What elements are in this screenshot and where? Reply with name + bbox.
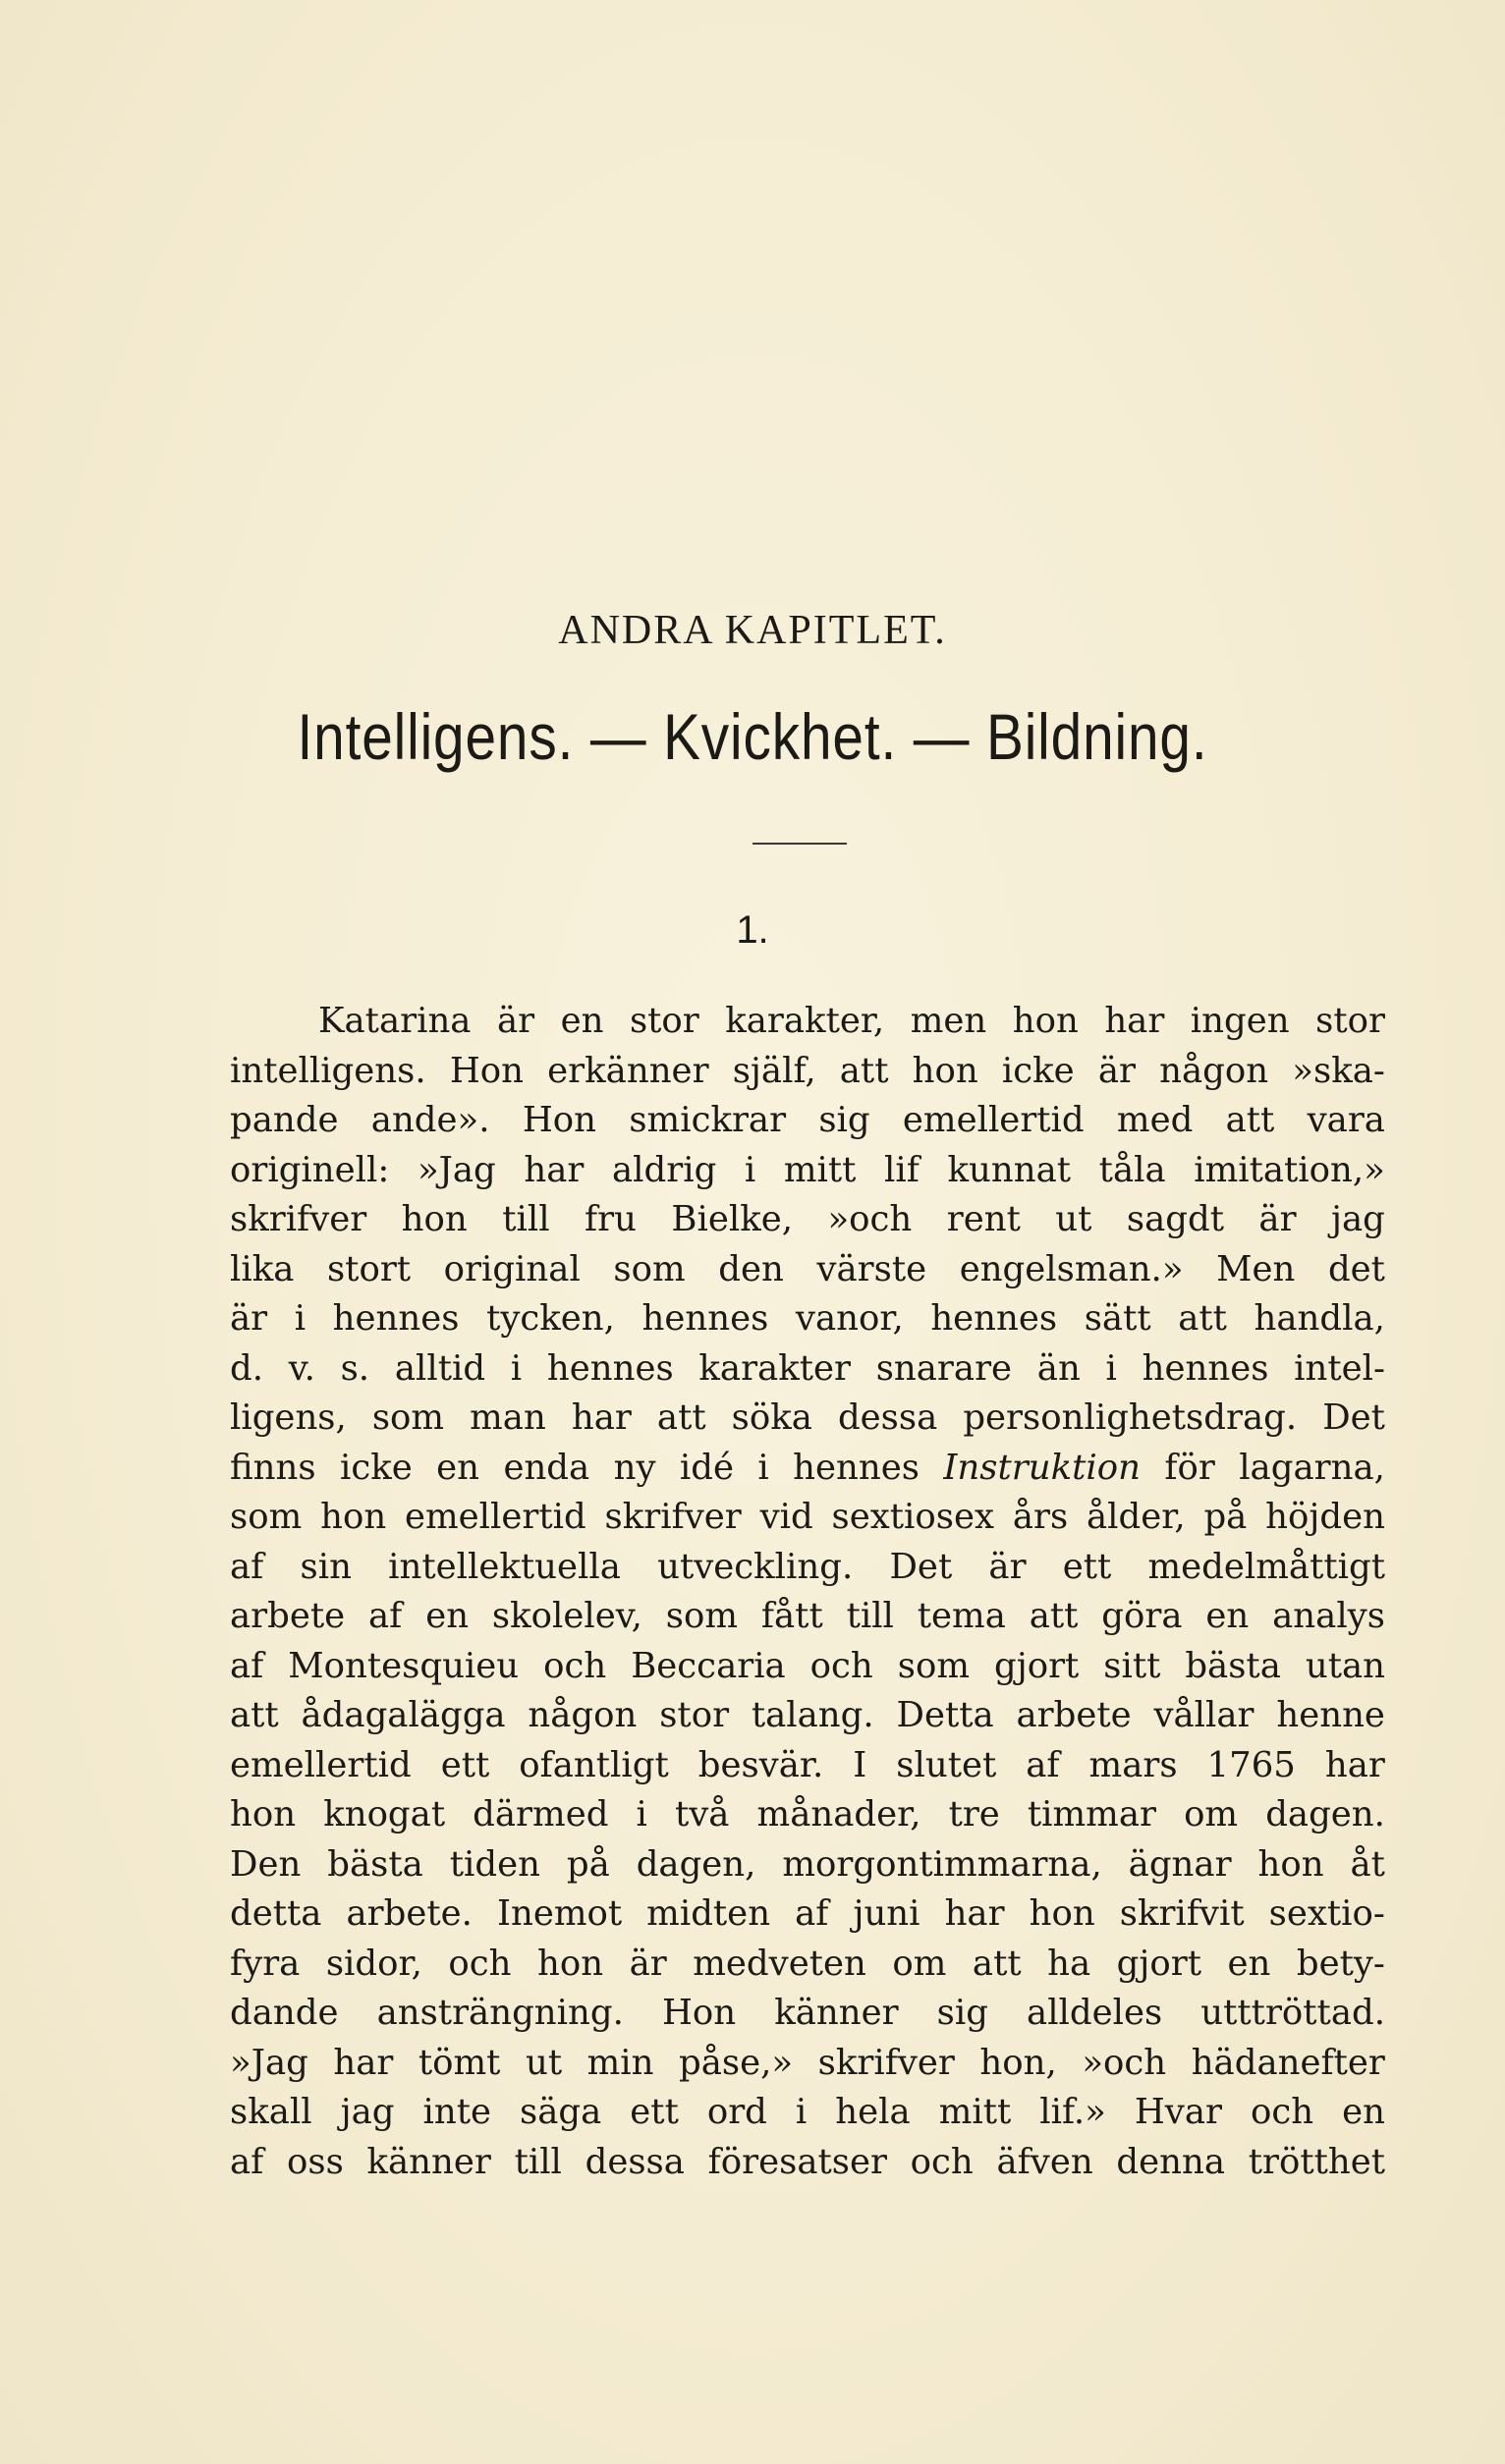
text-line: intelligens. Hon erkänner själf, att hon icke är någon »ska- [230,1050,1385,1091]
text-line: af oss känner till dessa föresatser och äfven denna trötthet [230,2141,1385,2182]
chapter-heading: ANDRA KAPITLET. [558,608,947,653]
text-line: att ådagalägga någon stor talang. Detta arbete vållar henne [230,1695,1385,1735]
text-line: »Jag har tömt ut min påse,» skrifver hon, »och hädanefter [230,2042,1385,2083]
text-line: originell: »Jag har aldrig i mitt lif kunnat tåla imitation,» [230,1149,1385,1190]
text-line: dande ansträngning. Hon känner sig alldeles utttröttad. [230,1993,1385,2033]
text-line: finns icke en enda ny idé i hennes Instruktion för lagarna, [230,1447,1385,1488]
title-divider [752,843,847,845]
text-line: detta arbete. Inemot midten af juni har hon skrifvit sextio- [230,1893,1385,1934]
text-line: lika stort original som den värste engelsman.» Men det [230,1248,1385,1289]
text-line: Katarina är en stor karakter, men hon har ingen stor [318,1001,1385,1041]
text-line: som hon emellertid skrifver vid sextiosex års ålder, på höjden [230,1497,1385,1537]
text-line: skall jag inte säga ett ord i hela mitt lif.» Hvar och en [230,2092,1385,2132]
text-line: af sin intellektuella utveckling. Det är ett medelmåttigt [230,1546,1385,1587]
section-number: 1. [736,908,769,952]
text-line: af Montesquieu och Beccaria och som gjort sitt bästa utan [230,1645,1385,1686]
text-line: skrifver hon till fru Bielke, »och rent ut sagdt är jag [230,1199,1385,1239]
text-line: fyra sidor, och hon är medveten om att ha gjort en bety- [230,1943,1385,1984]
text-line: arbete af en skolelev, som fått till tema att göra en analys [230,1596,1385,1636]
chapter-title: Intelligens. — Kvickhet. — Bildning. [297,700,1208,773]
text-line: emellertid ett ofantligt besvär. I slutet af mars 1765 har [230,1744,1385,1785]
text-line: hon knogat därmed i två månader, tre timmar om dagen. [230,1794,1385,1834]
text-line: är i hennes tycken, hennes vanor, hennes sätt att handla, [230,1298,1385,1339]
text-line: pande ande». Hon smickrar sig emellertid med att vara [230,1100,1385,1140]
text-line: Den bästa tiden på dagen, morgontimmarna, ägnar hon åt [230,1843,1385,1885]
body-paragraph [230,997,1385,2187]
text-line: d. v. s. alltid i hennes karakter snarare än i hennes intel- [230,1347,1385,1389]
text-line: ligens, som man har att söka dessa personlighetsdrag. Det [230,1397,1385,1438]
